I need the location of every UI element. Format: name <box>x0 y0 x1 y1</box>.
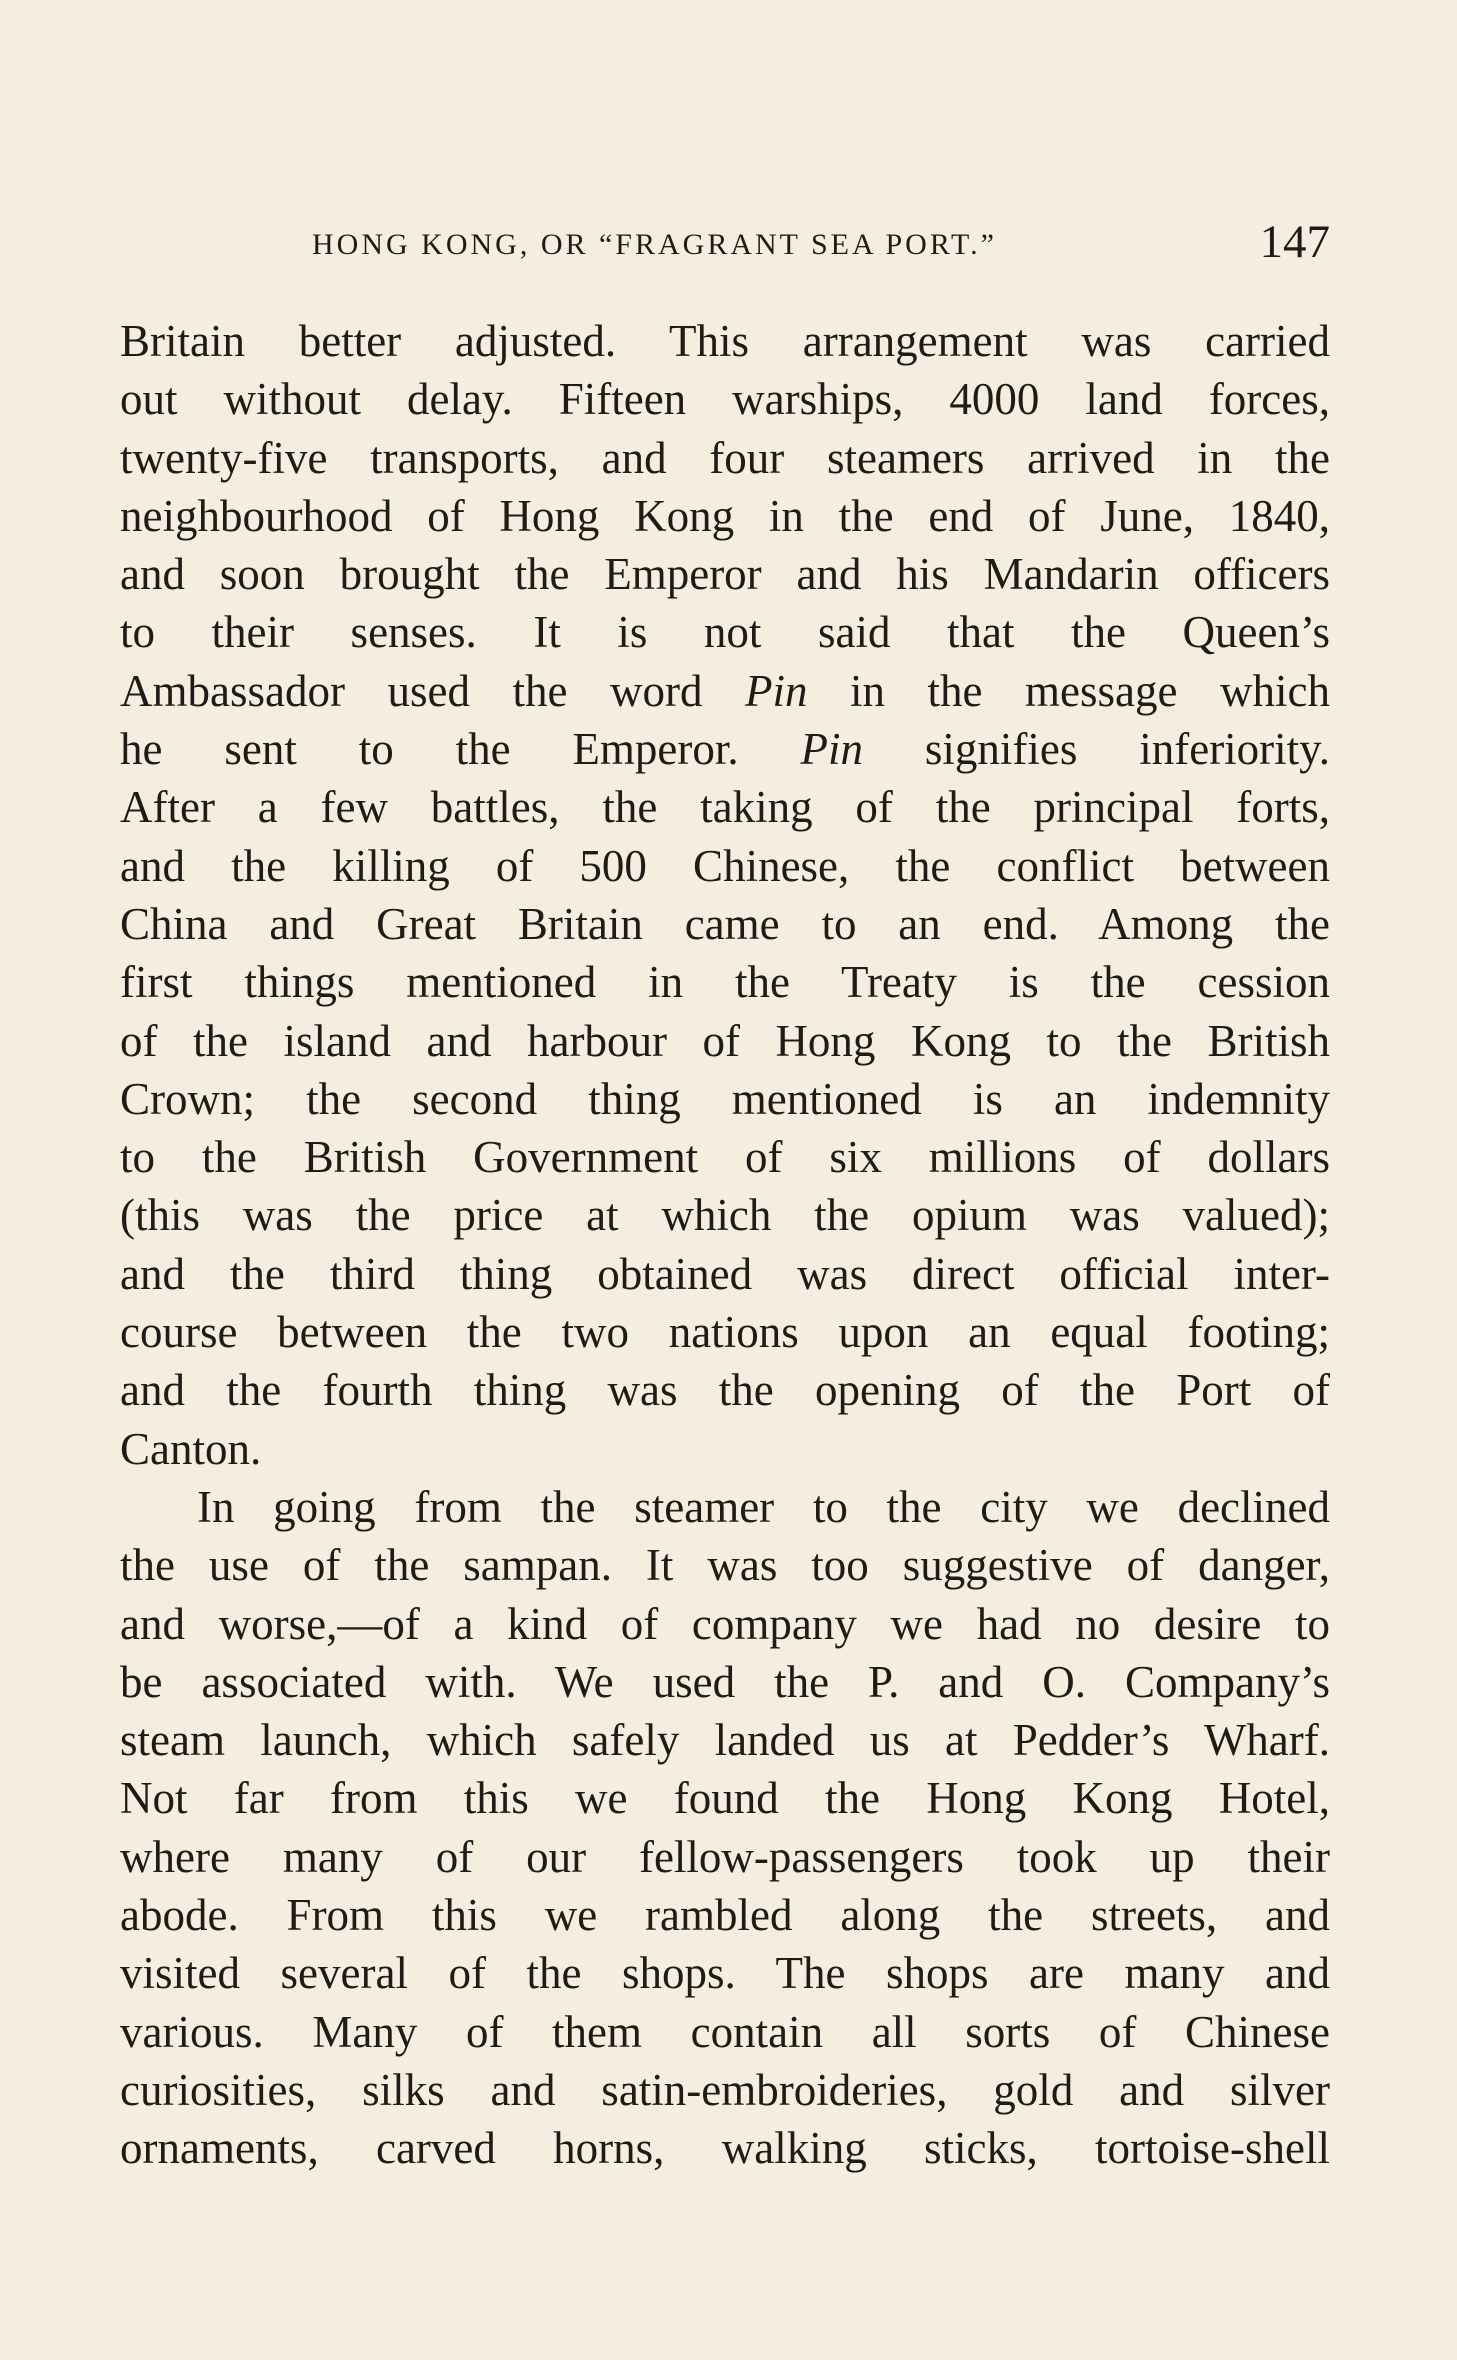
text-line: Ambassador used the word Pin in the message which <box>120 665 1330 716</box>
text-line: and soon brought the Emperor and his Mandarin officers <box>120 549 1330 600</box>
text-line: In going from the steamer to the city we declined <box>197 1481 1330 1532</box>
text-line: Canton. <box>120 1423 262 1474</box>
text-line: and the killing of 500 Chinese, the conflict between <box>120 840 1330 891</box>
page-number: 147 <box>1259 216 1330 268</box>
text-line: and worse,—of a kind of company we had no desire to <box>120 1598 1330 1649</box>
text-line: out without delay. Fifteen warships, 4000 land forces, <box>120 374 1330 425</box>
text-line: to their senses. It is not said that the Queen’s <box>120 607 1330 658</box>
text-line: Not far from this we found the Hong Kong Hotel, <box>120 1773 1330 1824</box>
text-line: Crown; the second thing mentioned is an indemnity <box>120 1073 1330 1124</box>
text-line: and the fourth thing was the opening of the Port of <box>120 1365 1330 1416</box>
text-line: various. Many of them contain all sorts of Chinese <box>120 2006 1330 2057</box>
paragraph-2 <box>120 1478 1330 2178</box>
text-line: twenty-five transports, and four steamers arrived in the <box>120 432 1330 483</box>
text-line: (this was the price at which the opium was valued); <box>120 1190 1330 1241</box>
paragraph-1 <box>120 312 1330 1478</box>
text-line: he sent to the Emperor. Pin signifies inferiority. <box>120 724 1330 775</box>
text-line: first things mentioned in the Treaty is the cession <box>120 957 1330 1008</box>
text-line: curiosities, silks and satin-embroideries, gold and silver <box>120 2064 1330 2115</box>
text-line: Britain better adjusted. This arrangement was carried <box>120 316 1330 366</box>
text-line: to the British Government of six millions of dollars <box>120 1132 1330 1183</box>
text-line: be associated with. We used the P. and O. Company’s <box>120 1656 1330 1707</box>
running-title: HONG KONG, OR “FRAGRANT SEA PORT.” <box>312 228 997 261</box>
text-line: ornaments, carved horns, walking sticks, tortoise-shell <box>120 2123 1330 2174</box>
text-line: where many of our fellow-passengers took up their <box>120 1831 1330 1882</box>
text-line: course between the two nations upon an equal footing; <box>120 1307 1330 1358</box>
body-text <box>120 312 1330 2178</box>
text-line: steam launch, which safely landed us at Pedder’s Wharf. <box>120 1715 1330 1766</box>
text-line: China and Great Britain came to an end. Among the <box>120 898 1330 949</box>
text-line: neighbourhood of Hong Kong in the end of June, 1840, <box>120 490 1330 541</box>
text-line: After a few battles, the taking of the principal forts, <box>120 782 1330 833</box>
text-line: of the island and harbour of Hong Kong to the British <box>120 1015 1330 1066</box>
text-line: and the third thing obtained was direct official inter- <box>120 1248 1330 1299</box>
text-line: abode. From this we rambled along the streets, and <box>120 1890 1330 1941</box>
running-head <box>120 212 1330 272</box>
text-line: the use of the sampan. It was too suggestive of danger, <box>120 1540 1330 1591</box>
text-line: visited several of the shops. The shops are many and <box>120 1948 1330 1999</box>
